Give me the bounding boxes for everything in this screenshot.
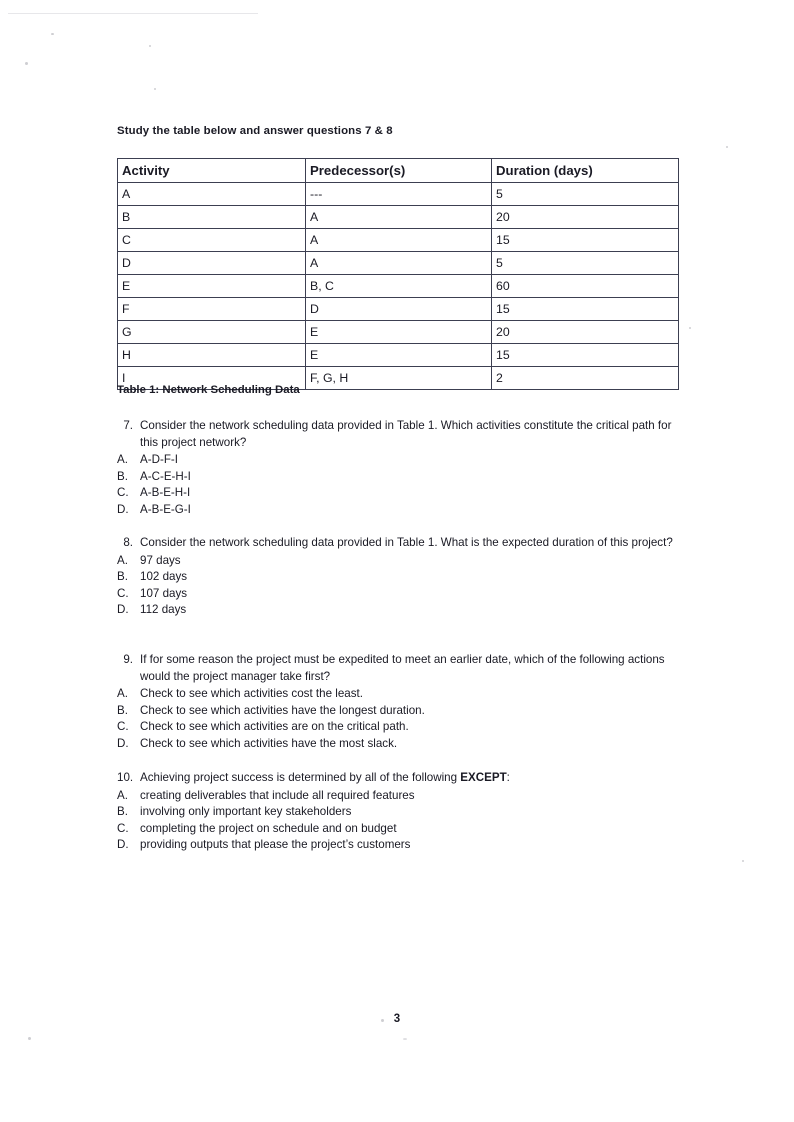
option-b[interactable]	[117, 569, 687, 586]
option-b[interactable]	[117, 703, 687, 720]
option-letter: C.	[117, 586, 129, 600]
cell-predecessors: ---	[306, 183, 492, 206]
question-10	[117, 770, 687, 854]
table-row	[118, 183, 679, 206]
cell-activity: D	[118, 252, 306, 275]
option-b[interactable]	[117, 804, 687, 821]
option-letter: D.	[117, 603, 129, 616]
column-header-predecessors: Predecessor(s)	[306, 159, 492, 183]
option-letter: A.	[117, 687, 128, 700]
option-text: Check to see which activities cost the least.	[140, 687, 363, 700]
option-letter: A.	[117, 453, 128, 466]
cell-predecessors: B, C	[306, 275, 492, 298]
option-text: Check to see which activities have the most slack.	[140, 736, 398, 750]
table-row	[118, 298, 679, 321]
question-number: 10.	[117, 771, 134, 784]
option-letter: D.	[117, 502, 129, 516]
question-9	[117, 652, 687, 752]
cell-duration: 20	[492, 206, 679, 229]
question-number: 8.	[123, 536, 133, 549]
question-stem	[117, 770, 687, 787]
cell-activity: A	[118, 183, 306, 206]
question-number: 9.	[123, 653, 133, 666]
question-text: Consider the network scheduling data provided in Table 1. Which activities constitute the critical path for this project network?	[140, 419, 672, 449]
option-letter: B.	[117, 469, 128, 483]
scan-speck	[726, 146, 728, 148]
option-letter: D.	[117, 736, 129, 750]
option-letter: B.	[117, 805, 128, 818]
column-header-duration: Duration (days)	[492, 159, 679, 183]
option-c[interactable]	[117, 586, 687, 603]
option-text: 112 days	[140, 603, 187, 616]
question-text: If for some reason the project must be expedited to meet an earlier date, which of the following actions would the project manager take first?	[140, 653, 665, 683]
cell-duration: 15	[492, 298, 679, 321]
question-emphasis-except: EXCEPT	[460, 771, 507, 784]
table-header-row	[118, 159, 679, 183]
option-d[interactable]	[117, 736, 687, 753]
cell-duration: 15	[492, 344, 679, 367]
table-caption: Table 1: Network Scheduling Data	[117, 384, 300, 396]
option-d[interactable]	[117, 837, 687, 854]
cell-duration: 5	[492, 252, 679, 275]
instruction-line: Study the table below and answer questions 7 & 8	[117, 125, 393, 137]
option-text: A-C-E-H-I	[140, 469, 191, 483]
cell-activity: C	[118, 229, 306, 252]
cell-activity: B	[118, 206, 306, 229]
option-text: 97 days	[140, 553, 181, 567]
cell-duration: 15	[492, 229, 679, 252]
table-row	[118, 252, 679, 275]
option-letter: C.	[117, 720, 129, 733]
scan-speck	[154, 88, 156, 90]
cell-predecessors: A	[306, 229, 492, 252]
option-text: creating deliverables that include all required features	[140, 788, 415, 802]
cell-duration: 20	[492, 321, 679, 344]
cell-predecessors: D	[306, 298, 492, 321]
option-c[interactable]	[117, 485, 687, 502]
option-text: A-B-E-H-I	[140, 486, 191, 499]
scan-speck	[742, 860, 744, 862]
cell-predecessors: E	[306, 344, 492, 367]
option-text: completing the project on schedule and on budget	[140, 821, 397, 835]
cell-activity: G	[118, 321, 306, 344]
option-a[interactable]	[117, 553, 687, 570]
cell-activity: E	[118, 275, 306, 298]
question-text-tail: :	[506, 771, 510, 784]
option-d[interactable]	[117, 502, 687, 519]
table-row	[118, 275, 679, 298]
scan-speck	[28, 1037, 31, 1040]
option-c[interactable]	[117, 719, 687, 736]
table-row	[118, 229, 679, 252]
table-row	[118, 344, 679, 367]
cell-predecessors: A	[306, 206, 492, 229]
option-text: providing outputs that please the project’s customers	[140, 838, 411, 851]
question-text-part: Achieving project success is determined by all of the following	[140, 771, 461, 784]
option-list	[117, 686, 687, 752]
scan-artifact-line	[8, 13, 258, 14]
cell-duration: 5	[492, 183, 679, 206]
option-text: 102 days	[140, 570, 188, 583]
option-letter: B.	[117, 703, 128, 717]
option-text: A-B-E-G-I	[140, 502, 191, 516]
question-stem	[117, 535, 687, 552]
question-text: Consider the network scheduling data provided in Table 1. What is the expected duration of this project?	[140, 536, 673, 549]
scan-speck	[149, 45, 151, 47]
cell-predecessors: A	[306, 252, 492, 275]
option-text: Check to see which activities have the longest duration.	[140, 703, 425, 717]
question-text	[140, 770, 687, 787]
cell-duration: 60	[492, 275, 679, 298]
scan-speck	[25, 62, 28, 65]
table-row	[118, 321, 679, 344]
cell-activity: H	[118, 344, 306, 367]
question-number: 7.	[123, 419, 133, 432]
network-scheduling-table	[117, 158, 679, 390]
column-header-activity: Activity	[118, 159, 306, 183]
option-letter: C.	[117, 821, 129, 835]
question-7	[117, 418, 687, 518]
option-letter: C.	[117, 486, 129, 499]
option-a[interactable]	[117, 788, 687, 805]
option-a[interactable]	[117, 686, 687, 703]
option-list	[117, 788, 687, 854]
table-row	[118, 206, 679, 229]
option-text: A-D-F-I	[140, 453, 178, 466]
option-letter: D.	[117, 838, 129, 851]
cell-predecessors: E	[306, 321, 492, 344]
scan-speck	[403, 1038, 407, 1040]
cell-activity: I	[118, 367, 306, 390]
question-stem	[117, 652, 687, 685]
option-a[interactable]	[117, 452, 687, 469]
option-c[interactable]	[117, 821, 687, 838]
option-text: 107 days	[140, 586, 188, 600]
option-d[interactable]	[117, 602, 687, 619]
question-8	[117, 535, 687, 619]
cell-duration: 2	[492, 367, 679, 390]
page-number: 3	[393, 1013, 401, 1025]
option-text: Check to see which activities are on the critical path.	[140, 720, 409, 733]
cell-predecessors: F, G, H	[306, 367, 492, 390]
option-b[interactable]	[117, 469, 687, 486]
option-text: involving only important key stakeholders	[140, 805, 352, 818]
option-letter: A.	[117, 788, 128, 802]
option-list	[117, 452, 687, 518]
option-list	[117, 553, 687, 619]
option-letter: B.	[117, 570, 128, 583]
option-letter: A.	[117, 553, 128, 567]
question-stem	[117, 418, 687, 451]
scan-speck	[689, 327, 691, 329]
cell-activity: F	[118, 298, 306, 321]
scan-speck	[51, 33, 54, 35]
